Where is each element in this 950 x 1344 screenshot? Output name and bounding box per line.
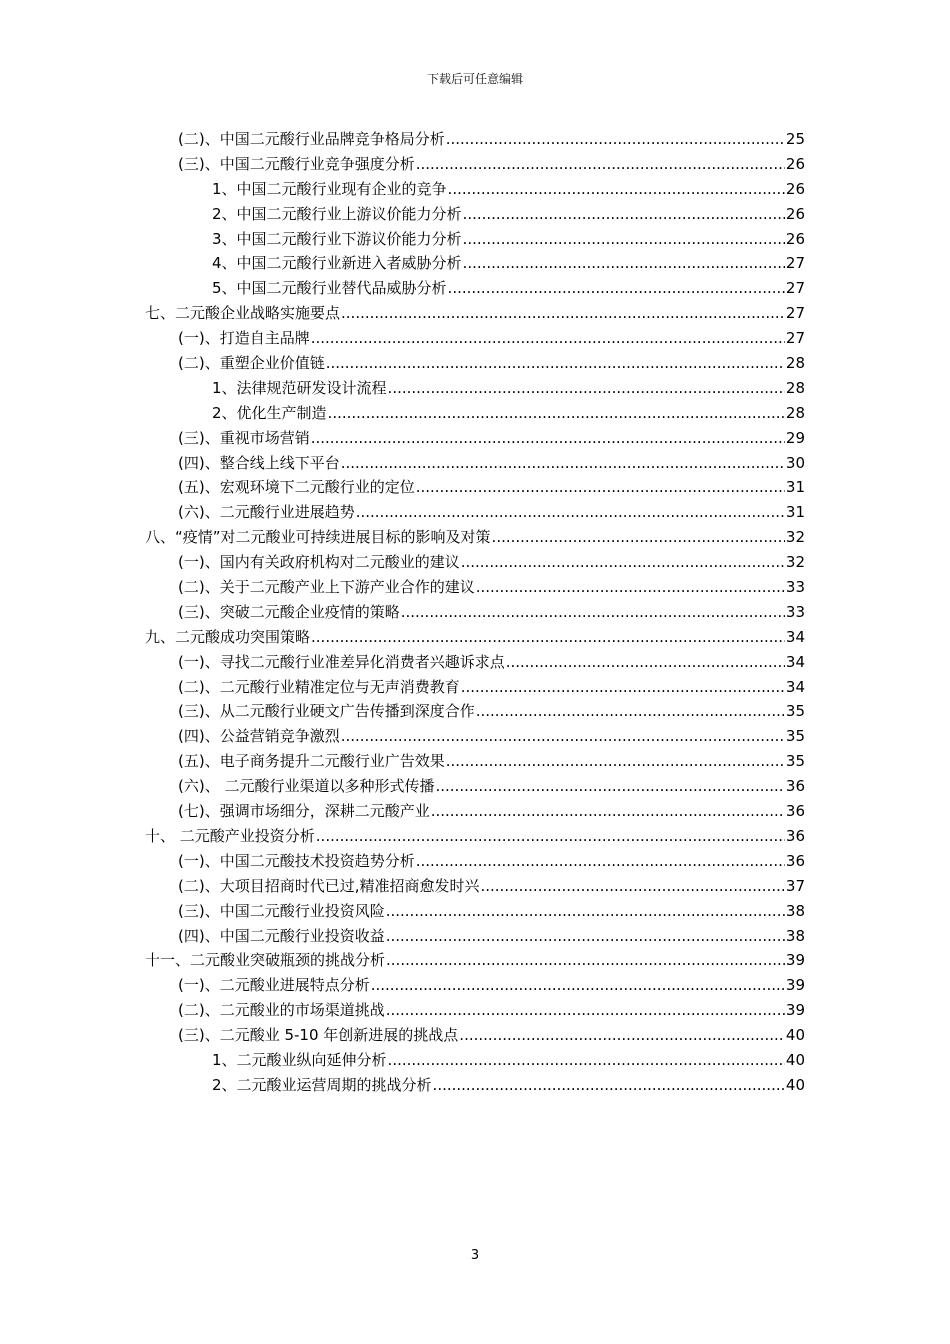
- toc-entry-label: (三)、从二元酸行业硬文广告传播到深度合作: [178, 702, 475, 721]
- toc-entry-page: 40: [785, 1075, 805, 1094]
- toc-leader-dots: [506, 650, 785, 675]
- toc-entry[interactable]: [0, 650, 950, 675]
- toc-entry[interactable]: [0, 202, 950, 227]
- toc-leader-dots: [492, 525, 785, 550]
- toc-entry[interactable]: [0, 251, 950, 276]
- toc-entry-page: 38: [785, 901, 805, 920]
- toc-entry-label: (二)、关于二元酸产业上下游产业合作的建议: [178, 578, 475, 597]
- toc-entry-page: 25: [785, 130, 805, 148]
- toc-leader-dots: [386, 899, 785, 924]
- toc-entry-page: 35: [785, 727, 805, 746]
- toc-leader-dots: [326, 351, 785, 376]
- table-of-contents: [0, 127, 950, 1098]
- toc-entry-label: 1、中国二元酸行业现有企业的竞争: [212, 179, 447, 198]
- toc-entry-label: (三)、中国二元酸行业投资风险: [178, 901, 385, 920]
- toc-entry[interactable]: [0, 948, 950, 973]
- toc-entry-label: (二)、大项目招商时代已过,精准招商愈发时兴: [178, 876, 480, 895]
- toc-entry-page: 28: [785, 403, 805, 422]
- toc-leader-dots: [476, 699, 785, 724]
- toc-leader-dots: [448, 276, 785, 301]
- toc-leader-dots: [459, 1023, 785, 1048]
- toc-leader-dots: [431, 799, 785, 824]
- toc-entry-page: 26: [785, 229, 805, 248]
- toc-entry[interactable]: [0, 451, 950, 476]
- toc-entry-label: 2、二元酸业运营周期的挑战分析: [212, 1075, 432, 1094]
- toc-entry-label: 3、中国二元酸行业下游议价能力分析: [212, 229, 462, 248]
- toc-entry-page: 32: [785, 553, 805, 572]
- toc-entry-page: 37: [785, 876, 805, 895]
- toc-leader-dots: [416, 849, 785, 874]
- toc-entry-label: (四)、公益营销竞争激烈: [178, 727, 340, 746]
- toc-entry-label: 5、中国二元酸行业替代品威胁分析: [212, 279, 447, 298]
- toc-entry-label: (六)、二元酸行业进展趋势: [178, 503, 355, 522]
- toc-entry-label: (二)、二元酸行业精准定位与无声消费教育: [178, 677, 460, 696]
- toc-entry-page: 39: [785, 1001, 805, 1020]
- toc-entry-label: (七)、强调市场细分，深耕二元酸产业: [178, 802, 430, 821]
- toc-entry[interactable]: [0, 575, 950, 600]
- toc-entry-label: (一)、二元酸业进展特点分析: [178, 976, 370, 995]
- toc-entry-page: 33: [785, 578, 805, 597]
- toc-entry[interactable]: [0, 600, 950, 625]
- toc-leader-dots: [341, 724, 785, 749]
- toc-entry-page: 38: [785, 926, 805, 945]
- toc-entry[interactable]: [0, 998, 950, 1023]
- toc-entry-page: 26: [785, 154, 805, 173]
- toc-entry-page: 34: [785, 627, 805, 646]
- toc-leader-dots: [446, 749, 785, 774]
- toc-entry[interactable]: [0, 401, 950, 426]
- toc-entry-label: 十、 二元酸产业投资分析: [145, 826, 315, 845]
- toc-entry-label: (二)、二元酸业的市场渠道挑战: [178, 1001, 385, 1020]
- toc-entry-page: 36: [785, 802, 805, 821]
- toc-entry-label: 1、法律规范研发设计流程: [212, 378, 387, 397]
- toc-entry-page: 35: [785, 702, 805, 721]
- toc-entry-page: 27: [785, 329, 805, 348]
- toc-entry-label: (五)、电子商务提升二元酸行业广告效果: [178, 752, 445, 771]
- toc-entry[interactable]: [0, 824, 950, 849]
- toc-leader-dots: [476, 575, 785, 600]
- toc-entry-label: (一)、寻找二元酸行业准差异化消费者兴趣诉求点: [178, 652, 505, 671]
- toc-leader-dots: [461, 550, 785, 575]
- toc-entry-label: (五)、宏观环境下二元酸行业的定位: [178, 478, 415, 497]
- toc-entry[interactable]: [0, 500, 950, 525]
- toc-leader-dots: [463, 227, 785, 252]
- toc-entry[interactable]: [0, 973, 950, 998]
- toc-entry[interactable]: [0, 724, 950, 749]
- toc-entry-page: 36: [785, 777, 805, 796]
- toc-entry-page: 31: [785, 503, 805, 522]
- toc-entry-page: 28: [785, 354, 805, 373]
- toc-leader-dots: [388, 376, 785, 401]
- toc-leader-dots: [416, 152, 785, 177]
- toc-entry-page: 40: [785, 1050, 805, 1069]
- toc-entry-page: 27: [785, 304, 805, 323]
- toc-entry-label: (一)、中国二元酸技术投资趋势分析: [178, 851, 415, 870]
- toc-leader-dots: [341, 451, 785, 476]
- toc-entry-label: 八、“疫情”对二元酸业可持续进展目标的影响及对策: [145, 528, 491, 547]
- toc-leader-dots: [386, 948, 785, 973]
- toc-entry[interactable]: [0, 774, 950, 799]
- toc-entry-page: 31: [785, 478, 805, 497]
- toc-entry[interactable]: [0, 351, 950, 376]
- toc-leader-dots: [386, 924, 785, 949]
- toc-entry[interactable]: [0, 376, 950, 401]
- toc-entry[interactable]: [0, 1073, 950, 1098]
- toc-entry-label: (六)、 二元酸行业渠道以多种形式传播: [178, 777, 435, 796]
- toc-entry[interactable]: [0, 874, 950, 899]
- toc-leader-dots: [386, 998, 785, 1023]
- toc-entry-page: 29: [785, 428, 805, 447]
- toc-entry-page: 36: [785, 851, 805, 870]
- toc-entry-label: (四)、中国二元酸行业投资收益: [178, 926, 385, 945]
- toc-entry-page: 26: [785, 204, 805, 223]
- toc-entry[interactable]: [0, 550, 950, 575]
- page-header: 下载后可任意编辑: [426, 72, 523, 86]
- toc-leader-dots: [401, 600, 785, 625]
- toc-entry[interactable]: [0, 899, 950, 924]
- toc-entry[interactable]: [0, 525, 950, 550]
- toc-leader-dots: [446, 127, 785, 152]
- toc-leader-dots: [463, 202, 785, 227]
- toc-entry[interactable]: [0, 924, 950, 949]
- toc-entry[interactable]: [0, 475, 950, 500]
- toc-entry-label: (四)、整合线上线下平台: [178, 453, 340, 472]
- toc-leader-dots: [311, 426, 785, 451]
- page-number: 3: [470, 1248, 480, 1263]
- toc-leader-dots: [311, 625, 785, 650]
- toc-entry-page: 39: [785, 951, 805, 970]
- toc-entry[interactable]: [0, 227, 950, 252]
- toc-entry-label: 九、二元酸成功突围策略: [145, 627, 311, 646]
- toc-leader-dots: [448, 177, 785, 202]
- toc-leader-dots: [371, 973, 785, 998]
- toc-entry[interactable]: [0, 1023, 950, 1048]
- toc-entry-label: (一)、国内有关政府机构对二元酸业的建议: [178, 553, 460, 572]
- toc-entry[interactable]: [0, 1048, 950, 1073]
- toc-leader-dots: [341, 301, 785, 326]
- toc-leader-dots: [463, 251, 785, 276]
- toc-entry-page: 27: [785, 279, 805, 298]
- toc-leader-dots: [316, 824, 785, 849]
- toc-entry-label: 十一、二元酸业突破瓶颈的挑战分析: [145, 951, 386, 970]
- toc-entry-page: 40: [785, 1026, 805, 1045]
- toc-leader-dots: [435, 774, 784, 799]
- toc-entry-page: 33: [785, 602, 805, 621]
- toc-entry-label: 4、中国二元酸行业新进入者威胁分析: [212, 254, 462, 273]
- toc-leader-dots: [311, 326, 785, 351]
- toc-entry[interactable]: [0, 699, 950, 724]
- toc-leader-dots: [461, 675, 785, 700]
- toc-entry-label: 七、二元酸企业战略实施要点: [145, 304, 341, 323]
- toc-entry[interactable]: [0, 675, 950, 700]
- toc-entry-label: (一)、打造自主品牌: [178, 329, 310, 348]
- toc-entry-page: 30: [785, 453, 805, 472]
- toc-entry-page: 26: [785, 179, 805, 198]
- toc-entry[interactable]: [0, 426, 950, 451]
- toc-entry-label: (三)、中国二元酸行业竞争强度分析: [178, 154, 415, 173]
- toc-entry-page: 34: [785, 652, 805, 671]
- toc-entry-label: (二)、重塑企业价值链: [178, 354, 325, 373]
- toc-leader-dots: [416, 475, 785, 500]
- toc-entry[interactable]: [0, 799, 950, 824]
- toc-entry[interactable]: [0, 326, 950, 351]
- toc-entry-page: 39: [785, 976, 805, 995]
- toc-leader-dots: [328, 401, 785, 426]
- toc-entry[interactable]: [0, 276, 950, 301]
- toc-entry-page: 34: [785, 677, 805, 696]
- toc-entry[interactable]: [0, 152, 950, 177]
- toc-leader-dots: [433, 1073, 785, 1098]
- toc-entry-label: 1、二元酸业纵向延伸分析: [212, 1050, 387, 1069]
- toc-entry[interactable]: [0, 849, 950, 874]
- toc-leader-dots: [388, 1048, 785, 1073]
- toc-entry-label: 2、优化生产制造: [212, 403, 327, 422]
- toc-entry-page: 27: [785, 254, 805, 273]
- toc-entry-page: 32: [785, 528, 805, 547]
- toc-entry[interactable]: [0, 301, 950, 326]
- toc-entry-label: (二)、中国二元酸行业品牌竞争格局分析: [178, 130, 445, 148]
- toc-entry-page: 36: [785, 826, 805, 845]
- toc-entry[interactable]: [0, 749, 950, 774]
- toc-entry[interactable]: [0, 625, 950, 650]
- toc-entry-page: 35: [785, 752, 805, 771]
- toc-entry-label: (三)、突破二元酸企业疫情的策略: [178, 602, 400, 621]
- toc-entry[interactable]: [0, 127, 950, 152]
- toc-entry-page: 28: [785, 378, 805, 397]
- toc-entry-label: 2、中国二元酸行业上游议价能力分析: [212, 204, 462, 223]
- toc-leader-dots: [356, 500, 785, 525]
- toc-entry-label: (三)、二元酸业 5-10 年创新进展的挑战点: [178, 1026, 459, 1045]
- toc-entry[interactable]: [0, 177, 950, 202]
- toc-entry-label: (三)、重视市场营销: [178, 428, 310, 447]
- toc-leader-dots: [480, 874, 784, 899]
